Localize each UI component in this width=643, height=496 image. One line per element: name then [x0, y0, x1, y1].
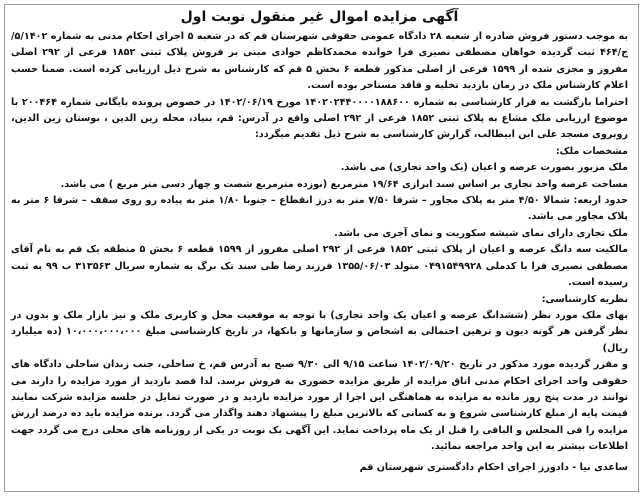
paragraph-area: مساحت عرصه واحد تجاری بر اساس سند ابرازی ۱۹/۶۴ مترمربع (نوزده مترمربع شصت و چهار دسی متر مربع ) می باشد.: [60, 178, 628, 190]
heading-expert-opinion: نظریه کارشناسی:: [541, 293, 628, 305]
paragraph-auction-terms: و مقرر گردیده مورد مذکور در تاریخ ۱۴۰۲/۰۹/۲۰ ساعت ۹/۱۵ الی ۹/۳۰ صبح به آدرس قم، خ ساحلی، جنب زندان ساحلی دادگاه های حقوقی واحد اجرای احکام مدنی اتاق مزایده از طریق مزایده حضوری به فروش برسد. لذا قصد بازدید از مورد مزایده را دارند می توانند در مدت پنج روز مانده به مزایده به هماهنگی این اجرا از مورد مزایده بازدید و در صورت تمایل در جلسه مزایده شرکت نمایند قیمت پایه از مبلغ کارشناسی شروع و به کسانی که بالاترین مبلغ را پیشنهاد دهند واگذار می گردد. برنده مزایده باید ده درصد ارزش مزایده را فی المجلس و الباقی را قبل از یک ماه پرداخت نماید. این آگهی یک نوبت در یکی از روزنامه های محلی درج می گردد جهت اطلاعات بیشتر به این واحد مراجعه نمائید.: [11, 359, 628, 453]
paragraph-valuation: بهای ملک مورد نظر (ششدانگ عرصه و اعیان یک واحد تجاری) با توجه به موقعیت محل و کاربری ملک و نیز بازار ملک و بدون در نظر گرفتن هر گونه دیون و ترهین احتمالی به اشخاص و سازمانها و بانکها، در تاریخ کارشناسی مبلغ ۱۰،۰۰۰،۰۰۰،۰۰۰ (ده میلیارد ریال): [11, 309, 629, 354]
notice-body: [11, 29, 628, 476]
signature: ساعدی نیا - دادورز اجرای احکام دادگستری شهرستان قم: [359, 461, 628, 473]
heading-property-specs: مشخصات ملک:: [555, 145, 628, 157]
paragraph-ownership: مالکیت سه دانگ عرصه و اعیان از پلاک ثبتی ۱۸۵۲ فرعی از ۲۹۲ اصلی مفروز از ۱۵۹۹ قطعه ۶ بخش ۵ منطقه یک قم به نام آقای مصطفی نصیری فرا با کدملی ۰۴۹۱۵۴۹۹۲۸ متولد ۱۳۵۵/۰۶/۰۳ فرزند رضا طی سند تک برگ به شماره سریال ۳۱۳۵۶۳ ب ۹۹ به ثبت رسیده است.: [11, 244, 629, 289]
paragraph-property-type: ملک مزبور بصورت عرصه و اعیان (یک واحد تجاری) می باشد.: [340, 162, 628, 174]
paragraph-sale-order: به موجب دستور فروش صادره از شعبه ۲۸ دادگاه عمومی حقوقی شهرستان قم که در شعبه ۵ اجرای احکام مدنی به شماره ۵/۱۴۰۲/ج/۴۶۴ ثبت گردیده خواهان مصطفی نصیری فرا خوانده محمدکاظم جوادی مبنی بر فروش پلاک ثبتی ۱۸۵۲ فرعی از ۲۹۲ اصلی مفروز و مجزی شده از ۱۵۹۹ فرعی از اصلی مذکور قطعه ۶ بخش ۵ قم که کارشناس به شرح ذیل ارزیابی کرده است. ضمنا حسب اعلام کارشناس ملک در زمان بازدید تخلیه و فاقد مستاجر بوده است.: [11, 31, 629, 92]
notice-title: آگهی مزایده اموال غیر منقول نوبت اول: [180, 9, 459, 25]
paragraph-boundaries: حدود اربعه: شمالا ۴/۵۰ متر به پلاک مجاور – شرقا ۷/۵۰ متر به درز انقطاع – جنوبا ۱/۸۰ متر به پیاده رو روی سقف – شرقا ۶ متر به پلاک مجاور می باشد.: [11, 195, 628, 223]
paragraph-facade: ملک تجاری دارای نمای شیشه سکوریت و نمای آجری می باشد.: [334, 227, 628, 239]
paragraph-expert-report-intro: احتراما بازگشت به قرار کارشناسی به شماره ۱۴۰۲۰۲۴۴۰۰۰۰۱۸۸۶۰۰ مورخ ۱۴۰۲/۰۶/۱۹ در خصوص پرونده بایگانی شماره ۲۰۰۴۶۴ با موضوع ارزیابی ملک مشاع به پلاک ثبتی ۱۸۵۲ فرعی از ۲۹۲ اصلی واقع در آدرس: قم، بنیاد، محله زین الدین ، بوستان زین الدین، روبروی مسجد علی ابن ابیطالب، گزارش کارشناسی به شرح ذیل تقدیم میگردد:: [11, 96, 628, 141]
auction-notice: [4, 4, 639, 492]
